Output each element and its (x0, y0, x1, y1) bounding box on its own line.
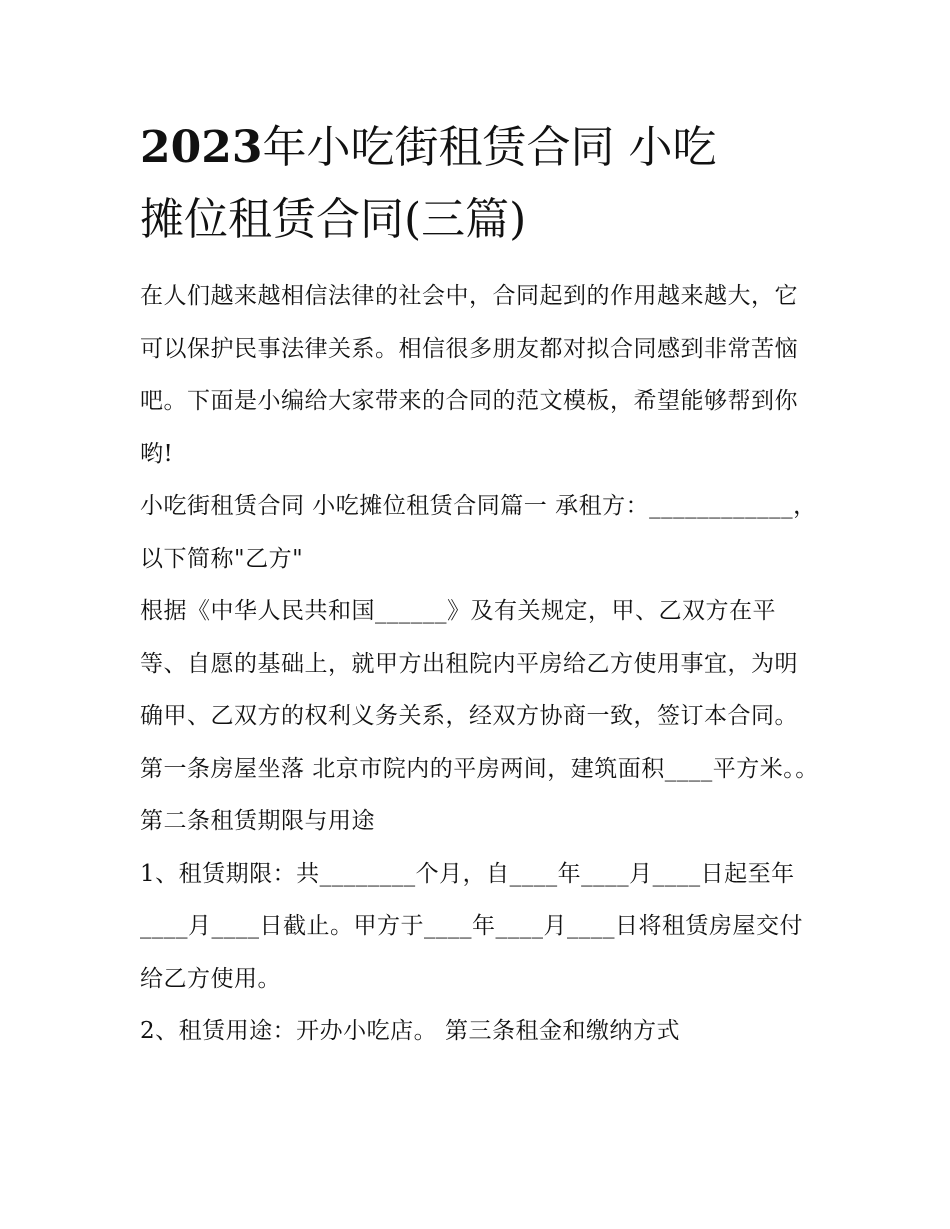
document-title (140, 112, 820, 256)
legal-basis-paragraph: 根据《中华人民共和国______》及有关规定，甲、乙双方在平等、自愿的基础上，就甲方出租院内平房给乙方使用事宜，为明确甲、乙双方的权利义务关系，经双方协商一致，签订本合同。 (140, 598, 798, 729)
article-one-paragraph: 第一条房屋坐落 北京市院内的平房两间，建筑面积____平方米。。 第二条租赁期限与用途 (140, 755, 819, 834)
document-page (140, 112, 820, 1058)
lease-purpose-paragraph: 2、租赁用途：开办小吃店。 第三条租金和缴纳方式 (140, 1018, 680, 1044)
lease-term-paragraph: 1、租赁期限：共________个月，自____年____月____日起至年____月____日截止。甲方于____年____月____日将租赁房屋交付给乙方使用。 (140, 860, 803, 992)
title-year: 2023 (140, 122, 263, 173)
intro-paragraph: 在人们越来越相信法律的社会中，合同起到的作用越来越大，它可以保护民事法律关系。相信很多朋友都对拟合同感到非常苦恼吧。下面是小编给大家带来的合同的范文模板，希望能够帮到你哟! (140, 283, 798, 467)
title-line1-text: 年小吃街租赁合同 小吃 (262, 122, 717, 173)
contract-heading-paragraph: 小吃街租赁合同 小吃摊位租赁合同篇一 承租方：____________，以下简称"乙方" (140, 493, 817, 572)
title-line2-text: 摊位租赁合同(三篇) (140, 194, 527, 245)
